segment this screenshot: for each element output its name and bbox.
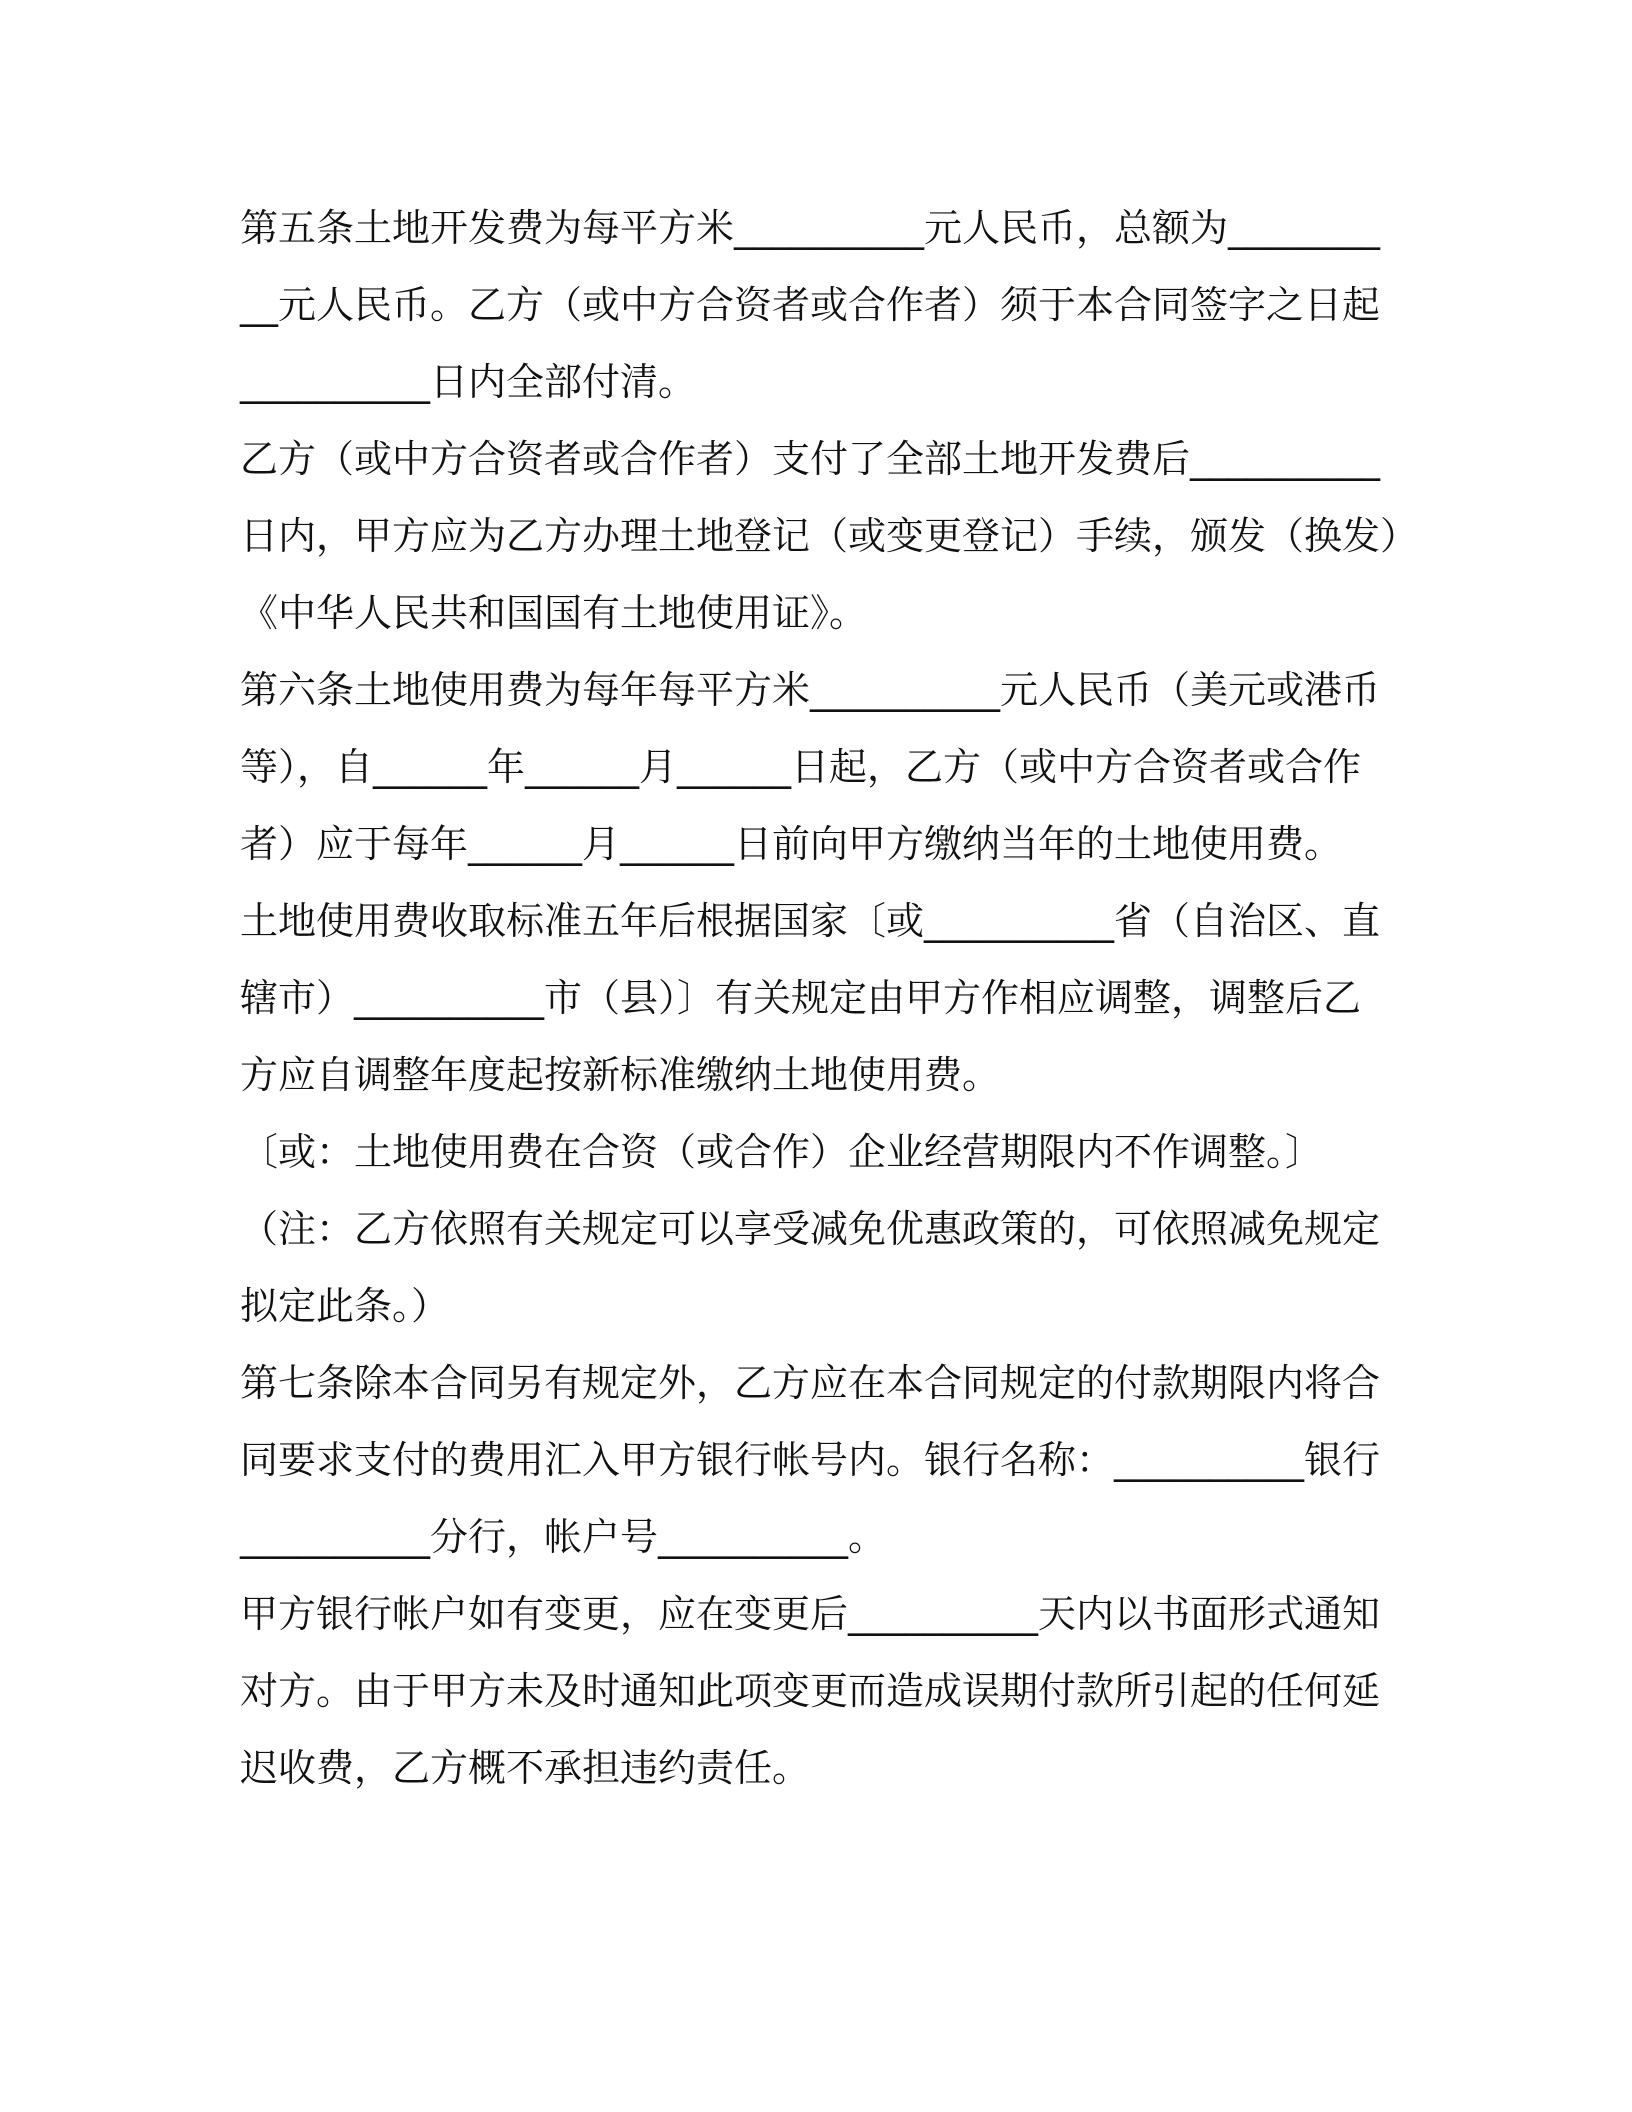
text-line: 甲方银行帐户如有变更，应在变更后__________天内以书面形式通知: [240, 1592, 1381, 1636]
text-line: 第七条除本合同另有规定外，乙方应在本合同规定的付款期限内将合: [240, 1361, 1381, 1405]
text-line: 辖市）__________市（县）〕有关规定由甲方作相应调整，调整后乙: [240, 976, 1362, 1020]
text-line: __________分行，帐户号__________。: [240, 1515, 887, 1559]
text-line: 同要求支付的费用汇入甲方银行帐号内。银行名称：__________银行: [240, 1438, 1381, 1482]
text-line: 土地使用费收取标准五年后根据国家〔或__________省（自治区、直: [240, 899, 1381, 943]
text-line: （注：乙方依照有关规定可以享受减免优惠政策的，可依照减免规定: [240, 1207, 1381, 1251]
text-line: __元人民币。乙方（或中方合资者或合作者）须于本合同签字之日起: [240, 283, 1381, 327]
text-line: 对方。由于甲方未及时通知此项变更而造成误期付款所引起的任何延: [240, 1669, 1381, 1713]
text-line: 者）应于每年______月______日前向甲方缴纳当年的土地使用费。: [240, 822, 1343, 866]
text-line: 拟定此条。）: [240, 1284, 450, 1328]
text-line: 第五条土地开发费为每平方米__________元人民币，总额为________: [240, 206, 1381, 250]
text-line: 《中华人民共和国国有土地使用证》。: [240, 591, 868, 635]
text-line: 方应自调整年度起按新标准缴纳土地使用费。: [240, 1053, 1001, 1097]
text-line: 〔或：土地使用费在合资（或合作）企业经营期限内不作调整。〕: [240, 1130, 1324, 1174]
text-line: 迟收费，乙方概不承担违约责任。: [240, 1746, 811, 1790]
text-line: 乙方（或中方合资者或合作者）支付了全部土地开发费后__________: [240, 437, 1381, 481]
text-line: 日内，甲方应为乙方办理土地登记（或变更登记）手续，颁发（换发）: [240, 514, 1419, 558]
contract-text: [240, 190, 1419, 1807]
text-line: 第六条土地使用费为每年每平方米__________元人民币（美元或港币: [240, 668, 1381, 712]
text-line: __________日内全部付清。: [240, 360, 697, 404]
text-line: 等），自______年______月______日起，乙方（或中方合资者或合作: [240, 745, 1362, 789]
